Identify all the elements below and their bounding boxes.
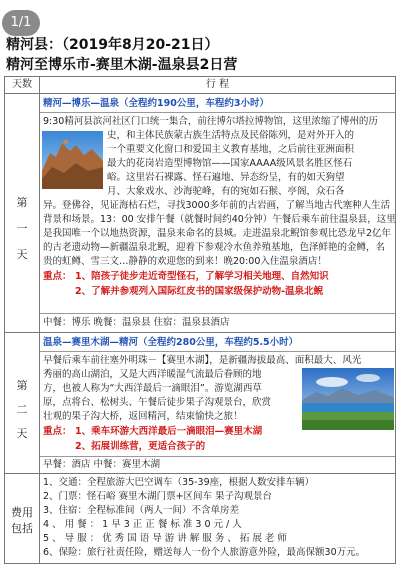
day1-focus-label: 重点：: [43, 271, 72, 282]
day1-line: 背景和场景。13：00 安排午餐（就餐时间约40分钟）午餐后乘车前往温泉县，这里: [43, 214, 396, 225]
day1-label-char: 一: [16, 222, 28, 235]
day1-line: 月、大象戏水、沙海驼峰，有的宛如石猴、亭阁，众石各: [107, 186, 345, 197]
day2-label-char: 天: [16, 427, 28, 440]
fees-line: 2、门票：怪石峪 赛里木湖门票+区间车 果子沟观景台: [43, 491, 273, 502]
day2-line: 秀丽的高山湖泊，又是大西洋暖湿气流最后眷顾的地: [43, 369, 262, 380]
rock-formation-photo: [42, 131, 103, 189]
page-title-route: 精河至博乐市-赛里木湖-温泉县2日营: [6, 57, 238, 73]
day2-route: 温泉—赛里木湖—精河（全程约280公里，车程约5.5小时）: [43, 337, 299, 348]
fees-line: 4 、 用 餐 ： 1 早 3 正 正 餐 标 准 3 0 元 / 人: [43, 519, 242, 530]
fees-label-text: 包括: [11, 522, 33, 535]
day1-focus-item: 1、陪孩子徒步走近奇型怪石，了解学习相关地理、自然知识: [75, 271, 329, 282]
page-indicator-badge: 1/1: [2, 10, 40, 36]
fees-label-cell: [5, 474, 40, 563]
day1-label-char: 第: [16, 196, 28, 209]
day2-line: 原，点将台、松树头、午餐后徒步果子沟观景台，欣赏: [43, 397, 272, 408]
day1-focus-item: 2、了解并参观列入国际红皮书的国家级保护动物-温泉北鲵: [75, 286, 324, 297]
day1-line: 的古老遗动物—新疆温泉北鲵，迎着下参观冷水鱼养殖基地，色泽鲜艳的金鳟，名: [43, 242, 386, 253]
day1-line: 是我国唯一个以地热资源，温泉来命名的县城。走进温泉北鲵馆参观比恐龙早2亿年: [43, 228, 392, 239]
day2-focus-item: 1、乘车环游大西洋最后一滴眼泪—赛里木湖: [75, 426, 263, 437]
day1-route: 精河—博乐—温泉（全程约190公里，车程约3小时）: [43, 98, 269, 109]
fees-line: 1、交通：全程旅游大巴空调车（35-39座，根据人数安排车辆）: [43, 477, 315, 488]
day2-line: 方，也被人称为“大西洋最后一滴眼泪”。游览湖西草: [43, 383, 262, 394]
day2-label-char: 第: [16, 379, 28, 392]
fees-label-text: 费用: [11, 506, 33, 519]
day1-label-cell: [5, 94, 40, 332]
day2-line: 壮观的果子沟大桥，返回精河，结束愉快之旅！: [43, 411, 243, 422]
day1-line: 9:30精河县滨河社区门口统一集合，前往博尔塔拉博物馆，这里浓缩了博州的历: [43, 116, 378, 127]
fees-line: 3、住宿：全程标准间（两人一间）不含单房差: [43, 505, 240, 516]
day1-label-char: 天: [16, 248, 28, 261]
fees-line: 5 、 导 服 ： 优 秀 国 语 导 游 讲 解 服 务 、 拓 展 老 师: [43, 533, 287, 544]
sayram-lake-photo: [302, 368, 394, 430]
day2-label-char: 二: [16, 403, 28, 416]
day1-meals: 中餐：博乐 晚餐：温泉县 住宿：温泉县酒店: [43, 317, 230, 328]
day1-line: 一个重要文化窗口和爱国主义教育基地，之后前往亚洲面积: [107, 144, 355, 155]
page-title-date: 精河县：（2019年8月20-21日）: [6, 37, 219, 53]
day2-line: 早餐后乘车前往塞外明珠－【赛里木湖】，是新疆海拔最高、面积最大、风光: [43, 355, 362, 366]
column-header-itinerary: 行 程: [205, 79, 230, 90]
day1-line: 最大的花岗岩造型博物馆——国家AAAA级风景名胜区怪石: [107, 158, 353, 169]
day2-meals: 早餐：酒店 中餐：赛里木湖: [43, 459, 161, 470]
itinerary-table: [4, 76, 396, 564]
fees-line: 6、保险：旅行社责任险，赠送每人一份个人旅游意外险，最高保额30万元。: [43, 547, 366, 558]
day1-line: 贵的虹鳟、雪三文…静静的欢迎您的到来！晚20:00入住温泉酒店！: [43, 256, 327, 267]
day2-focus-item: 2、拓展训练营，更适合孩子的: [75, 441, 206, 452]
day2-focus-label: 重点：: [43, 426, 72, 437]
table-header-row: [5, 77, 395, 94]
day1-line: 史，和主体民族蒙古族生活特点及民俗陈列，是对外开入的: [107, 130, 355, 141]
day2-label-cell: [5, 333, 40, 473]
day1-line: 峪。这里岩石裸露、怪石遍地、异态纷呈，有的如天狗望: [107, 172, 345, 183]
column-header-days: 天数: [5, 77, 40, 93]
day1-line: 异。登佛谷，见证海枯石烂，寻找3000多年前的古岩画，了解当地古代塞种人生活: [43, 200, 391, 211]
